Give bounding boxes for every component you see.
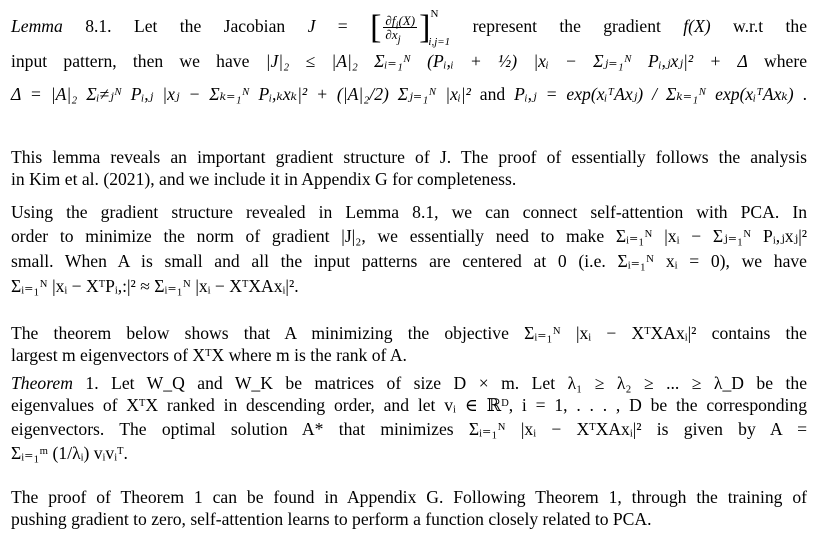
lemma-end: . [802,84,807,104]
lemma-line-3 [11,80,807,108]
paragraph-conclusion [11,486,807,530]
lemma-delta-def: Δ = |A|₂ Σᵢ≠ⱼᴺ Pᵢ,ⱼ |xⱼ − Σₖ₌₁ᴺ Pᵢ,ₖxₖ|² + (|A|₂/2) Σⱼ₌₁ᴺ |xᵢ|² [11,84,471,104]
lemma-jacobian-matrix: [ $\frac{\partial f_i(X)}{\partial x_j}$ ]$^N_{i,j=1}$ [370,8,451,48]
paragraph-theorem-intro [11,322,807,366]
theorem-label: Theorem [11,373,73,393]
lemma-text-a: Let the Jacobian [133,16,286,36]
theorem-number: 1. [85,373,99,393]
lemma-and: and [479,84,506,104]
lemma-gradient-bound: |J|₂ ≤ |A|₂ Σᵢ₌₁ᴺ (Pᵢ,ᵢ + ½) |xᵢ − Σⱼ₌₁ᴺ Pᵢ,ⱼxⱼ|² + Δ [265,51,748,71]
theorem-line-1 [11,372,807,394]
para3-line-2: largest m eigenvectors of XᵀX where m is the rank of A. [11,345,407,365]
lemma-text-c: w.r.t the [733,16,808,36]
para3-line-1: The theorem below shows that A minimizing the objective Σᵢ₌₁ᴺ |xᵢ − XᵀXAxᵢ|² contains the [11,323,807,343]
paragraph-pca-connection [11,201,807,297]
paragraph-lemma-remark [11,146,807,190]
lemma-softmax-def: Pᵢ,ⱼ = exp(xᵢᵀAxⱼ) / Σₖ₌₁ᴺ exp(xᵢᵀAxₖ) [514,84,794,104]
lemma-math-J: J [307,16,316,36]
lemma-number: 8.1. [85,16,112,36]
para1-line-2: in Kim et al. (2021), and we include it in Appendix G for completeness. [11,169,517,189]
lemma-line2-text: input pattern, then we have [11,51,250,71]
theorem-line1-text: Let W_Q and W_K be matrices of size D × m. Let λ₁ ≥ λ₂ ≥ ... ≥ λ_D be the [111,373,807,393]
para4-line-2: pushing gradient to zero, self-attention learns to perform a function closely related to PCA. [11,509,652,529]
lemma-line-2 [11,48,807,74]
lemma-text-b: represent the gradient [472,16,661,36]
para2-line-2: order to minimize the norm of gradient |J|₂, we essentially need to make Σᵢ₌₁ᴺ |xᵢ − Σⱼ₌₁ᴺ Pᵢ,ⱼxⱼ|² [11,226,807,246]
lemma-matrix-index: i,j=1 [428,35,451,48]
lemma-line-1 [11,8,808,48]
theorem-1 [11,372,807,464]
lemma-eq: = [337,16,348,36]
para2-line-3: small. When A is small and all the input patterns are centered at 0 (i.e. Σᵢ₌₁ᴺ xᵢ = 0), we have [11,251,807,271]
theorem-line-2: eigenvalues of XᵀX ranked in descending order, and let vᵢ ∈ ℝᴰ, i = 1, . . . , D be the corresponding [11,395,807,415]
lemma-math-f: f(X) [683,16,711,36]
theorem-line-4: Σᵢ₌₁ᵐ (1/λᵢ) vᵢvᵢᵀ. [11,443,128,463]
para2-line-4: Σᵢ₌₁ᴺ |xᵢ − XᵀPᵢ,:|² ≈ Σᵢ₌₁ᴺ |xᵢ − XᵀXAxᵢ|². [11,276,299,296]
lemma-line2-where: where [764,51,808,71]
para1-line-1: This lemma reveals an important gradient structure of J. The proof of essentially follows the analysis [11,147,807,167]
theorem-line-3: eigenvectors. The optimal solution A* that minimizes Σᵢ₌₁ᴺ |xᵢ − XᵀXAxᵢ|² is given by A = [11,419,807,439]
lemma-8-1 [11,10,807,108]
para4-line-1: The proof of Theorem 1 can be found in Appendix G. Following Theorem 1, through the training of [11,487,807,507]
lemma-label: Lemma [11,16,63,36]
lemma-matrix-sup: N [430,8,439,21]
para2-line-1: Using the gradient structure revealed in Lemma 8.1, we can connect self-attention with PCA. In [11,202,807,222]
